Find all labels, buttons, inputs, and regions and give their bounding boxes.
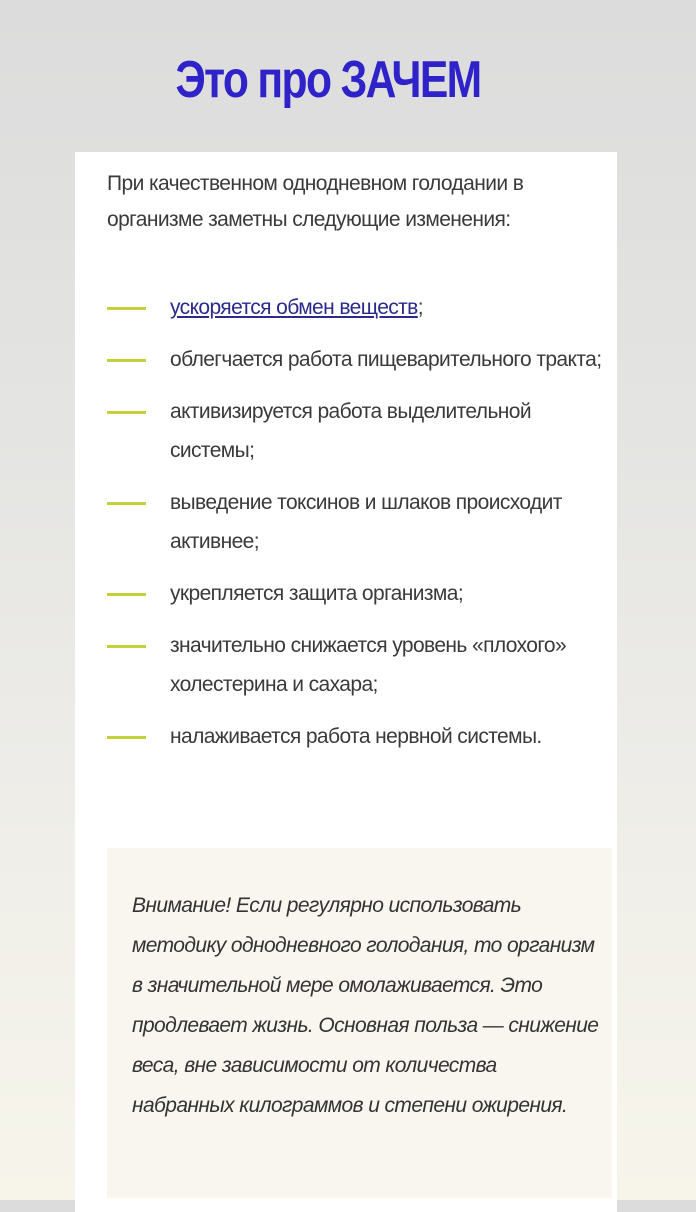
- callout-text: Внимание! Если регулярно использовать методику однодневного голодания, то организм в значительной мере омолаживается. Это продлевает жизнь. Основная польза — снижение веса, вне зависимости от количества набранных килограммов и степени ожирения.: [132, 894, 599, 1117]
- list-item: облегчается работа пищеварительного тракта;: [107, 340, 607, 379]
- list-item: укрепляется защита организма;: [107, 574, 607, 613]
- dash-bullet-icon: [107, 736, 146, 739]
- list-item: выведение токсинов и шлаков происходит активнее;: [107, 483, 607, 561]
- dash-bullet-icon: [107, 359, 146, 362]
- content-card: [75, 152, 617, 1212]
- dash-bullet-icon: [107, 593, 146, 596]
- benefits-list: [107, 288, 607, 769]
- list-item: значительно снижается уровень «плохого» холестерина и сахара;: [107, 626, 607, 704]
- metabolism-link[interactable]: ускоряется обмен веществ: [170, 296, 418, 319]
- list-item: активизируется работа выделительной системы;: [107, 392, 607, 470]
- dash-bullet-icon: [107, 502, 146, 505]
- list-item: ускоряется обмен веществ;: [107, 288, 607, 327]
- dash-bullet-icon: [107, 411, 146, 414]
- list-item: налаживается работа нервной системы.: [107, 717, 607, 756]
- dash-bullet-icon: [107, 307, 146, 310]
- page-title: Это про ЗАЧЕМ: [175, 51, 481, 109]
- intro-text: При качественном однодневном голодании в организме заметны следующие изменения:: [107, 172, 524, 231]
- attention-callout: [107, 848, 612, 1198]
- dash-bullet-icon: [107, 645, 146, 648]
